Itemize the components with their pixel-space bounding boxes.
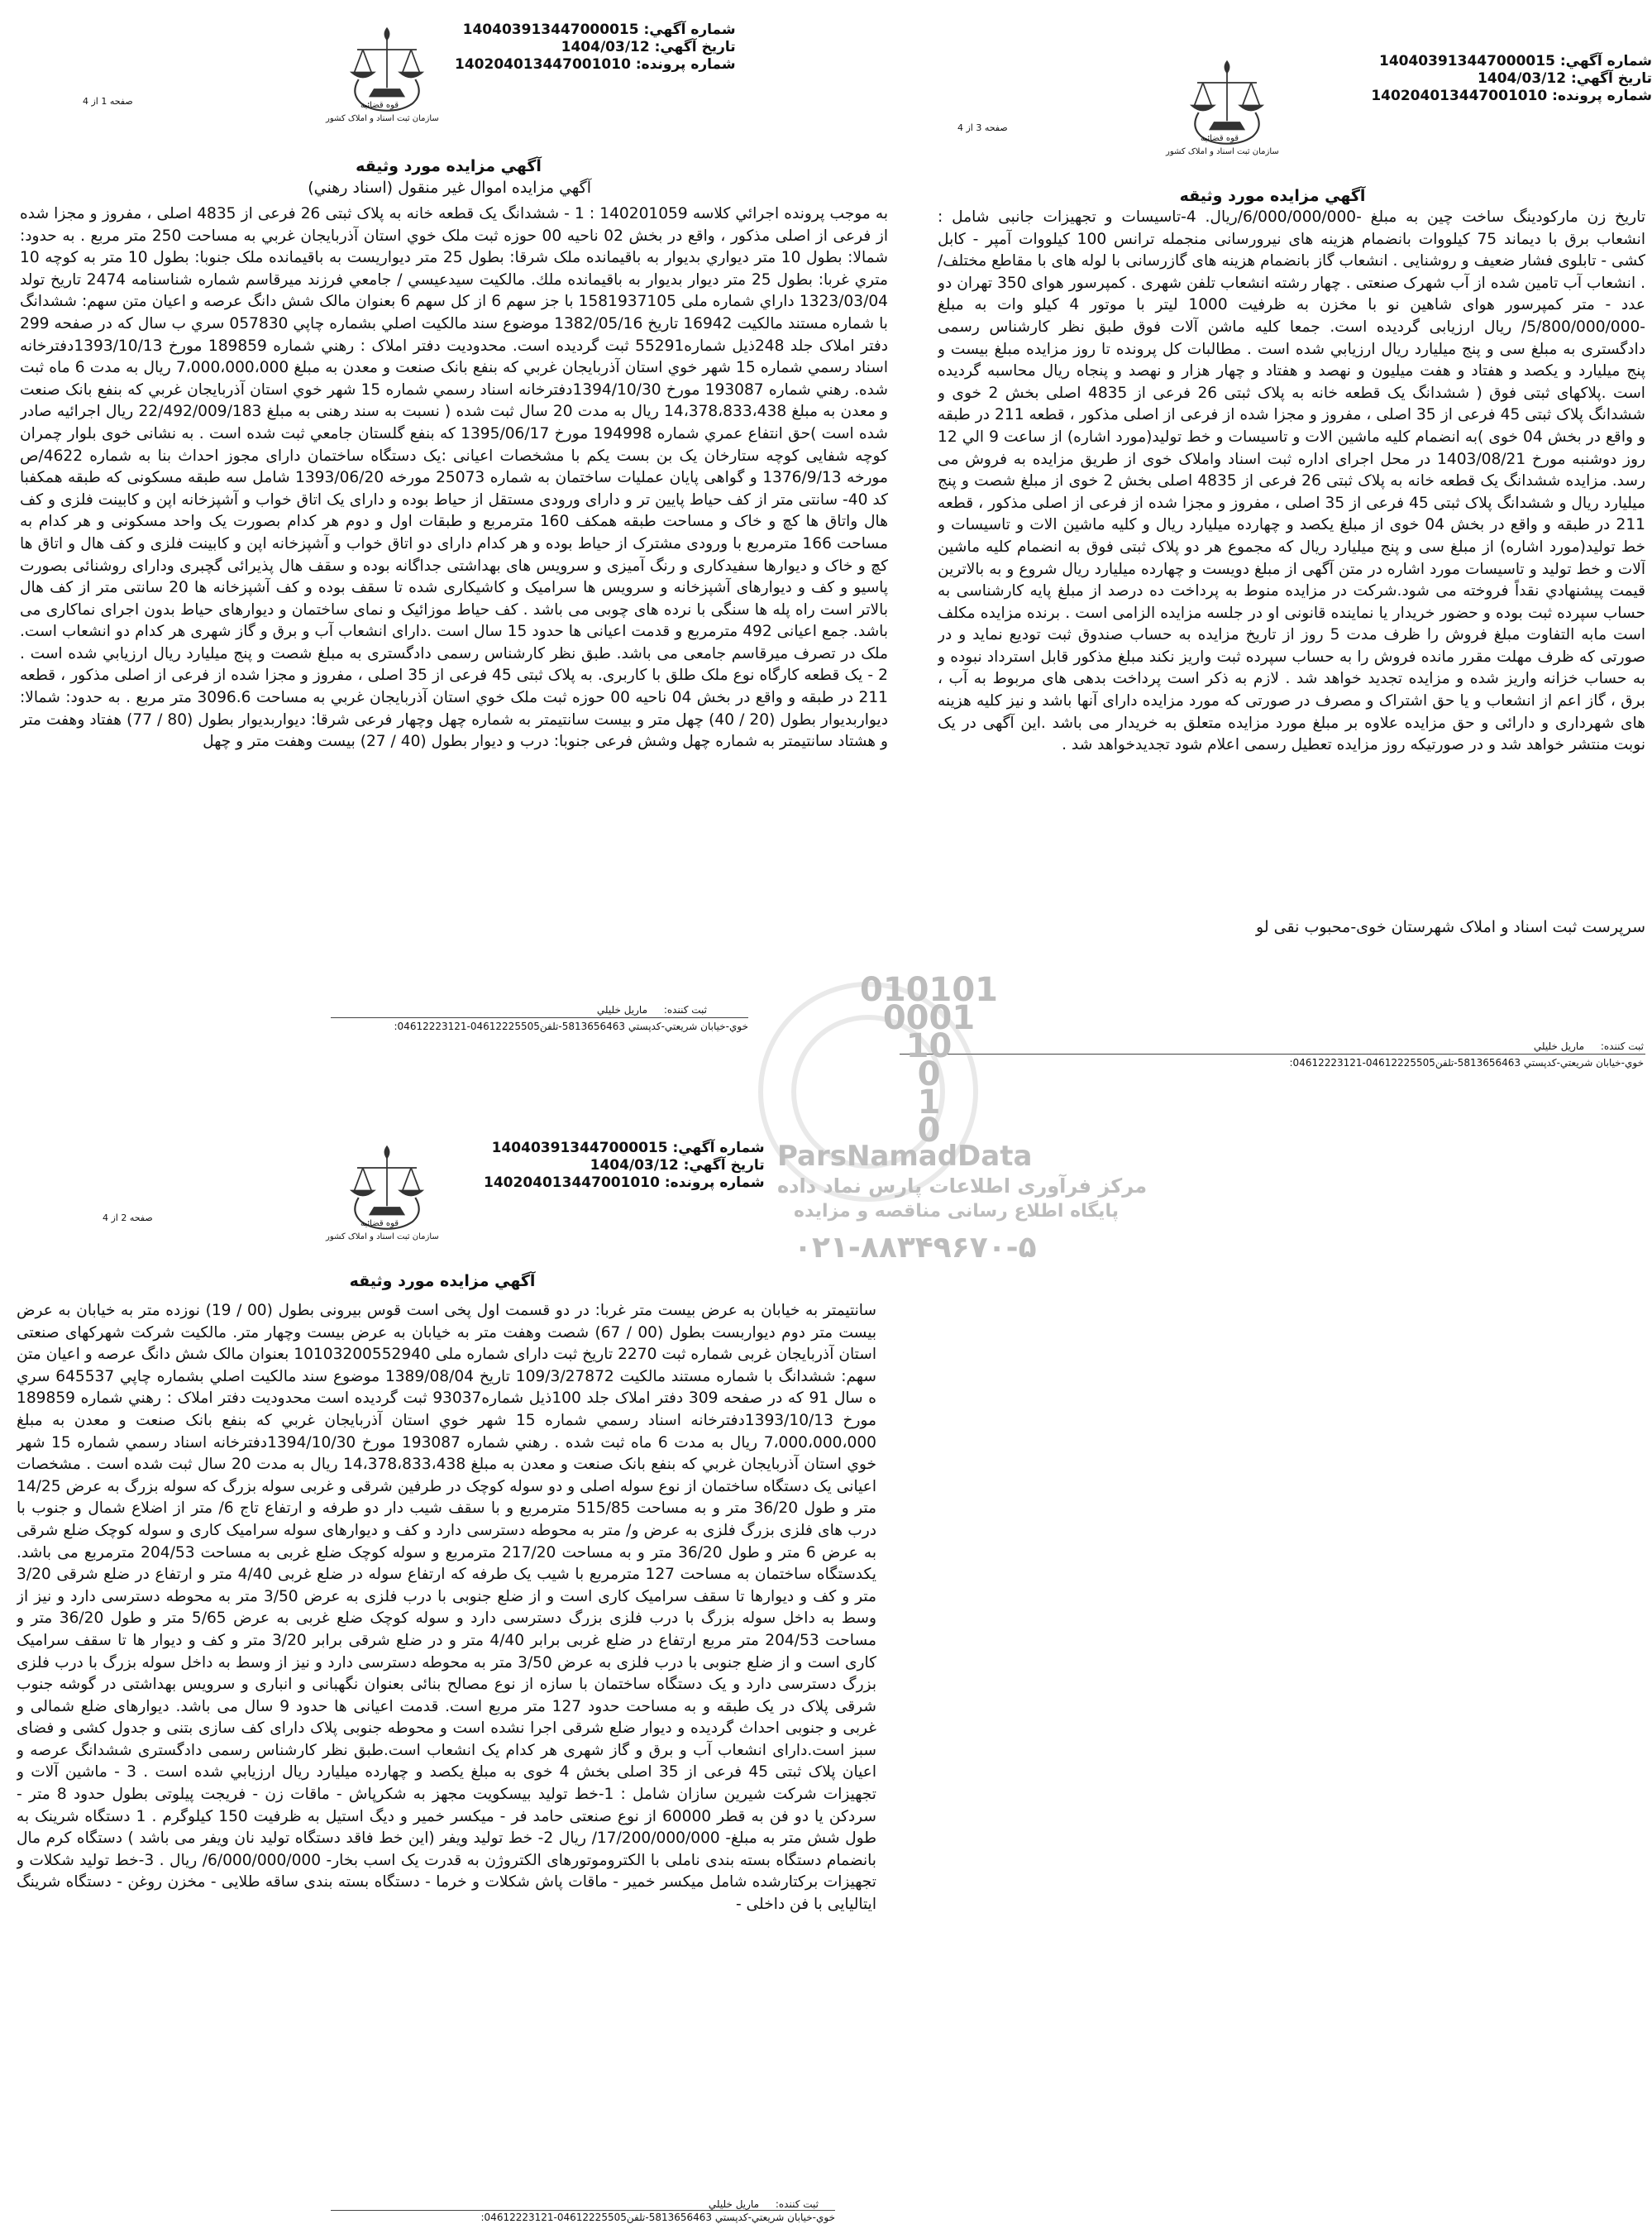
ad-date: تاريخ آگهي: 1404/03/12 [1477, 70, 1652, 87]
page-number: صفحه 1 از 4 [83, 96, 133, 107]
registrar-name: ماريل خليلي [708, 2198, 760, 2210]
notice-subtitle: آگهي مزايده اموال غير منقول (اسناد رهني) [308, 179, 591, 197]
notice-title: آگهي مزايده مورد وثيقه [349, 1272, 536, 1290]
ad-date: تاريخ آگهي: 1404/03/12 [590, 1157, 765, 1174]
watermark-digits: 010101 0001 10 0 1 0 [860, 971, 998, 1150]
registrar-name: ماريل خليلي [1533, 1040, 1585, 1052]
watermark-line1: مرکز فرآوری اطلاعات پارس نماد داده [777, 1174, 1148, 1198]
ad-date: تاريخ آگهي: 1404/03/12 [561, 39, 736, 55]
notice-body: سانتیمتر به خیابان به عرض بیست متر غربا: در دو قسمت اول پخی است قوس بیرونی بطول (00 / 19) نوزده متر به خیابان به عرض بیست متر دوم دیواربست بطول (00 / 67) شصت وهفت متر به خیابان به عرض بیست وچهار متر. مالکیت شرکت شهرکهای صنعتی استان آذربایجان غربی شماره ثبت 2270 تاریخ ثبت دارای شماره ملی 10103200552940 بعنوان مالک شش دانگ عرصه و اعيان متن سهم: ششدانگ با شماره مستند مالكيت 109/3/27872 تاريخ 1389/08/04 موضوع سند مالكيت اصلي بشماره چاپي 645537 سري ه سال 91 كه در صفحه 309 دفتر املاک جلد 100ذيل شماره93037 ثبت گرديده است محدوديت دفتر املاک : رهني شماره 189859 مورخ 1393/10/13دفترخانه اسناد رسمي شماره 15 شهر خوي استان آذربايجان غربي كه بنفع بانک صنعت و معدن به مبلغ 7،000،000،000 ريال به مدت 6 ماه ثبت شده . رهني شماره 193087 مورخ 1394/10/30دفترخانه اسناد رسمي شماره 15 شهر خوي استان آذربايجان غربي كه بنفع بانک صنعت و معدن به مبلغ 14،378،833،438 ريال به مدت 20 سال ثبت شده است . مشخصات اعيانی يک دستگاه ساختمان از نوع سوله اصلی و دو سوله کوچک در طرفین شرقی و غربی سوله بزرگ که سوله بزرگ به عرض 14/25 متر و طول 36/20 متر و به مساحت 515/85 مترمربع و با سقف شیب دار دو طرفه و ارتفاع تاج 6/ متر از اضلاع شمال و جنوب با درب های فلزی بزرگ فلزی به عرض و/ متر به محوطه دسترسی دارد و کف و دیوارهای سوله سرامیک کاری و سوله کوچک ضلع شرقی به عرض 6 متر و طول 36/20 متر و به مساحت 217/20 مترمربع و سوله کوچک ضلع غربی به مساحت 204/53 مترمربع می باشد. یکدستگاه ساختمان به مساحت 127 مترمربع با شیب یک طرفه که ارتفاع سوله در ضلع غربی 4/40 متر و ارتفاع در ضلع شرقی 3/20 متر و کف و دیوارها تا سقف سرامیک کاری است و از ضلع جنوبی با درب فلزی به عرض 3/50 متر به محوطه دسترسی دارد و نیز از وسط به داخل سوله بزرگ با درب فلزی بزرگ دسترسی دارد و سوله کوچک ضلع غربی به عرض 5/65 متر و طول 36/20 متر و مساحت 204/53 متر مربع ارتفاع در ضلع غربی برابر 4/40 متر و در ضلع شرقی برابر 3/20 متر و کف و دیوار ها تا سقف سرامیک کاری است و از ضلع جنوبی با درب فلزی به عرض 3/50 متر به محوطه دسترسی دارد و نیز از وسط به داخل سوله بزرگ با درب فلزی بزرگ دسترسی دارد و یک دستگاه ساختمان با سازه از نوع مصالح بنائی بعنوان نگهبانی و انباری و سرویس بهداشتی در گوشه جنوب شرقی پلاک در یک طبقه و به مساحت حدود 127 متر مربع است. قدمت اعیانی ها حدود 9 سال می باشد. دیوارهای ضلع شمالی و غربی و جنوبی احداث گردیده و دیوار ضلع شرقی اجرا نشده است و محوطه جنوبی پلاک دارای کف سازی بتنی و جدول کشی و فضای سبز است.دارای انشعاب آب و برق و گاز شهری هر کدام یک انشعاب است.طبق نظر کارشناس رسمی دادگستری ششدانگ عرصه و اعیان پلاک ثبتی 45 فرعی از 35 اصلی بخش 4 خوی به مبلغ یکصد و چهارده میلیارد ريال ارزيابي شده است . 3 - ماشین آلات و تجهیزات شرکت شیرین سازان شامل : 1-خط تولید بیسکویت مجهز به شکرپاش - ماقات زن - فریجت پیلوتی بطول حدود 8 متر - سردکن یا دو فن به قطر 60000 از نوع صنعتی حامد فر - میکسر خمیر و دیگ استیل به ظرفیت 150 کیلوگرم . 1 دستگاه شرینک به طول شش متر به مبلغ- 17/200/000/000/ ريال 2- خط تولید ویفر (این خط فاقد دستگاه تولید نان ویفر می باشد ) دستگاه کرم مال بانضمام دستگاه بسته بندی ناملی با الکتروموتورهای الکتروژن به قدرت یک اسب بخار- 6/000/000/000/ ريال . 3-خط تولید شکلات و تجهیزات برکتارشده شامل میکسر خمیر - ماقات پاش شکلات و خرما - دستگاه بسته بندی ساقه طلایی - مخزن روغن - دستگاه شرینگ ایتالیایی با فن داخلی - [17, 1302, 876, 1914]
notice-page-1 [0, 0, 897, 1067]
notice-meta [1371, 53, 1652, 105]
registrar [709, 2198, 819, 2210]
footer-address: خوي-خيابان شريعتي-كدپستي 5813656463-تلفن04612225505-04612223121: [394, 1021, 748, 1032]
signature: سرپرست ثبت اسناد و املاک شهرستان خوی-محبوب نقی لو [1256, 918, 1645, 936]
notice-title: آگهي مزايده مورد وثيقه [356, 157, 542, 175]
ad-number: شماره آگهي: 140403913447000015 [491, 1140, 765, 1156]
ad-number: شماره آگهي: 140403913447000015 [462, 22, 736, 38]
registrar-label: ثبت کننده: [1600, 1040, 1644, 1052]
footer-address: خوي-خيابان شريعتي-كدپستي 5813656463-تلفن04612225505-04612223121: [480, 2212, 835, 2223]
watermark-phone: ۰۲۱-۸۸۳۴۹۶۷۰-۵ [794, 1231, 1037, 1265]
notice-body: به موجب پرونده اجرائي كلاسه 140201059 : 1 - ششدانگ يک قطعه خانه به پلاک ثبتی 26 فرعی از 4835 اصلی ، مفروز و مجزا شده از فرعی از اصلی مذکور ، واقع در بخش 02 ناحيه 00 حوزه ثبت ملک خوي استان آذربايجان غربي به مساحت 250 متر مربع . به حدود: شمالا: بطول 10 متر ديواري بديوار به باقيمانده ملک شرقا: بطول 25 متر ديواريست به باقيمانده ملک جنوبا: بطول 10 متر به كوچه 10 متري غربا: بطول 25 متر ديوار بديوار به باقيمانده ملك. مالكيت سيدعيسي / جامعي فرزند ميرقاسم شماره شناسنامه 2474 تاريخ تولد 1323/03/04 داراي شماره ملی 1581937105 با جز سهم 6 از كل سهم 6 بعنوان مالک شش دانگ عرصه و اعيان متن سهم: ششدانگ با شماره مستند مالكيت 16942 تاريخ 1382/05/16 موضوع سند مالكيت اصلي بشماره چاپي 057830 سري ب سال که در صفحه 299 دفتر املاک جلد 248ذيل شماره55291 ثبت گرديده است. محدوديت دفتر املاک : رهني شماره 189859 مورخ 1393/10/13دفترخانه اسناد رسمي شماره 15 شهر خوي استان آذربايجان غربي كه بنفع بانک صنعت و معدن به مبلغ 7،000،000،000 ريال به مدت 6 ماه ثبت شده. رهني شماره 193087 مورخ 1394/10/30دفترخانه اسناد رسمي شماره 15 شهر خوي استان آذربايجان غربي كه بنفع بانک صنعت و معدن به مبلغ 14،378،833،438 ريال به مدت 20 سال ثبت شده ( نسبت به سند رهنی به مبلغ 22/492/009/183 ريال اجرائيه صادر شده است )حق انتفاع عمري شماره 194998 مورخ 1395/06/17 كه بنفع گلستان جامعي ثبت شده است . به نشانی خوی بلوار چمران کوچه شفایی کوچه ستارخان یک بن بست یکم با مشخصات اعيانی :يک دستگاه ساختمان دارای مجوز احداث بنا به شماره 4622/ص مورخه 1376/9/13 و گواهی پایان عملیات ساختمان به شماره 25073 مورخه 1393/06/20 شامل سه طبقه مسکونی که طبقه همکفبا کد 40- سانتی متر از کف حیاط پایین تر و دارای ورودی مستقل از حیاط بوده و دارای یک اتاق خواب و آشپزخانه اپن و کابینت فلزی و کف هال واتاق ها کچ و خاک و مساحت طبقه همکف 160 مترمربع و طبقات اول و دوم هر کدام بصورت یک واحد مسکونی و هر کدام به مساحت 166 مترمربع با ورودی مشترک از حیاط بوده و هر کدام دارای دو اتاق خواب و آشپزخانه اپن و کابینت فلزی و کف هال و اتاق ها کچ و خاک و دیوارها سفیدکاری و رنگ آمیزی و سرویس های بهداشتی جداگانه بوده و سقف هال پذیرائی گچبری ودارای روشنائی بصورت پاسیو و کف و دیوارهای آشپزخانه و سرویس ها سرامیک و کاشیکاری شده تا سقف بوده و کف آشپزخانه ها 20 سانتی متر از کف هال بالاتر است راه پله ها سنگی با نرده های چوبی می باشد . کف حیاط موزائیک و نمای ساختمان و دیوارهای حیاط بدون اجرای نماکاری می باشد. جمع اعیانی 492 مترمربع و قدمت اعیانی ها حدود 15 سال است .دارای انشعاب آب و برق و گاز شهری هر کدام دو انشعاب است. ملک در تصرف میرقاسم جامعی می باشد. طبق نظر کارشناس رسمی دادگستری به مبلغ شصت و پنج میلیارد ريال ارزيابي شده است . 2 - یک قطعه کارگاه نوع ملک طلق با کاربری. به پلاک ثبتی 45 فرعی از 35 اصلی ، مفروز و مجزا شده از فرعی از اصلی مذکور ، قطعه 211 در طبقه و واقع در بخش 04 ناحیه 00 حوزه ثبت ملک خوي استان آذربايجان غربي به مساحت 3096.6 متر مربع . به حدود: شمالا: ديواربديوار بطول (20 / 40) چهل متر و بیست سانتیمتر به شماره چهل وچهار فرعی شرقا: ديواربديوار بطول (80 / 77) هفتاد وهفت متر و هشتاد سانتیمتر به شماره چهل وشش فرعی جنوبا: درب و ديوار بطول (40 / 27) بیست وهفت متر و چهل [20, 205, 888, 751]
registrar [1534, 1040, 1644, 1052]
watermark-brand: ParsNamadData [777, 1140, 1033, 1173]
watermark-line2: پایگاه اطلاع رسانی مناقصه و مزایده [794, 1201, 1119, 1222]
notice-meta [455, 22, 736, 74]
file-number: شماره پرونده: 140204013447001010 [484, 1174, 765, 1191]
registrar-label: ثبت کننده: [663, 1004, 707, 1016]
page-number: صفحه 3 از 4 [957, 122, 1008, 133]
emblem-label: قوه قضائيه [1201, 134, 1239, 143]
notice-body: تاریخ زن مارکودینگ ساخت چین به مبلغ -6/000/000/000/ريال. 4-تاسیسات و تجهیزات جانبی شامل : انشعاب برق با دیماند 75 کیلووات بانضمام هزینه های نیرورسانی منجمله ترانس 100 کیلووات آمپر - کابل کشی - تابلوی فشار ضعیف و روشنایی . انشعاب گاز بانضمام هزینه های گازرسانی با لوله های با مقاطع مختلف/ . انشعاب آب تامین شده از آب شهرک صنعتی . چهار رشته انشعاب تلفن شهری . کمپرسور هوای 350 تهران دو عدد - متر کمپرسور هوای شاهین نو با مخزن به ظرفیت 1000 لیتر با موتور 4 کیلو وات به مبلغ -5/800/000/000/ ريال ارزیابی گردیده است. جمعا کلیه ماشن آلات فوق طبق نظر کارشناس رسمی دادگستری به مبلغ سی و پنج میلیارد ريال ارزيابي شده است . مطالبات کل پرونده تا روز مزایده مبلغ بیست و پنج میلیارد و یکصد و هفتاد و هفت میلیون و نهصد و هفتاد و چهار هزار و نهصد و پنجاه ريال محاسبه گرديده است .پلاکهای ثبتی فوق ( ششدانگ یک قطعه خانه به پلاک ثبتی 26 فرعی از 4835 اصلی بخش 2 خوی و ششدانگ پلاک ثبتی 45 فرعی از 35 اصلی ، مفروز و مجزا شده از فرعی از اصلی مذکور ، قطعه 211 در طبقه و واقع در بخش 04 خوی )به انضمام کلیه ماشین الات و تاسیسات و خط تولید(مورد اشاره) از ساعت 9 الي 12 روز دوشنبه مورخ 1403/08/21 در محل اجرای اداره ثبت اسناد واملاک خوی از طریق مزایده به فروش می رسد. مزایده ششدانگ یک قطعه خانه به پلاک ثبتی 26 فرعی از 4835 اصلی بخش 2 خوی از مبلغ شصت و پنج میلیارد ريال و ششدانگ پلاک ثبتی 45 فرعی از 35 اصلی ، مفروز و مجزا شده از فرعی از اصلی مذکور ، قطعه 211 در طبقه و واقع در بخش 04 خوی از مبلغ یکصد و چهارده میلیارد ريال و کلیه ماشین الات و تاسیسات و خط تولید(مورد اشاره) از مبلغ سی و پنج میلیارد ريال که مجموع هر دو پلاک ثبتی فوق به انضمام کلیه ماشین آلات و خط تولید و تاسیسات مورد اشاره در متن آگهی از مبلغ دویست و چهارده میلیارد ريال شروع و به بالاترین قیمت پیشنهادي نقداً فروخته می شود.شرکت در مزایده منوط به پرداخت ده درصد از مبلغ پایه کارشناسی به حساب سپرده ثبت بوده و حضور خریدار یا نماینده قانونی او در جلسه مزایده الزامی است . برنده مزایده مکلف است مابه التفاوت مبلغ فروش را ظرف مدت 5 روز از تاریخ مزایده به حساب صندوق ثبت تودیع نماید و در صورتی که ظرف مهلت مقرر مانده فروش را به حساب سپرده ثبت واریز نکند مبلغ مذکور قابل استرداد نبوده و به حساب خزانه واریز شده و مزایده تجدید خواهد شد . لازم به ذکر است پرداخت بدهی های مربوط به آب ، برق ، گاز اعم از انشعاب و یا حق اشتراک و مصرف در صورتی که مورد مزایده دارای آنها باشد و نیز کلیه هزینه های شهرداری و دارائی و حق مزایده علاوه بر مبلغ مورد مزایده متعلق به خریدار می باشد .این آگهی در یک نوبت منتشر خواهد شد و در صورتیکه روز مزایده تعطیل رسمی اعلام شود تجدیدخواهد شد . [938, 208, 1645, 754]
file-number: شماره پرونده: 140204013447001010 [455, 56, 736, 73]
registrar-label: ثبت کننده: [775, 2198, 819, 2210]
registrar [597, 1004, 707, 1016]
page-number: صفحه 2 از 4 [103, 1212, 153, 1223]
footer-address: خوي-خيابان شريعتي-كدپستي 5813656463-تلفن04612225505-04612223121: [1289, 1057, 1644, 1069]
ad-number: شماره آگهي: 140403913447000015 [1378, 53, 1652, 69]
file-number: شماره پرونده: 140204013447001010 [1371, 88, 1652, 104]
registrar-name: ماريل خليلي [596, 1004, 648, 1016]
notice-title: آگهي مزايده مورد وثيقه [1179, 187, 1366, 205]
emblem-label: قوه قضائيه [360, 1219, 399, 1228]
footer-divider [331, 1017, 748, 1018]
emblem-caption: سازمان ثبت اسناد و املاک کشور [326, 1232, 439, 1241]
footer-divider [331, 2210, 835, 2211]
emblem-caption: سازمان ثبت اسناد و املاک کشور [326, 114, 439, 123]
emblem-label: قوه قضائيه [360, 101, 399, 110]
notice-page-3-panel [893, 0, 1652, 1092]
notice-meta [484, 1140, 765, 1192]
emblem-caption: سازمان ثبت اسناد و املاک کشور [1166, 147, 1279, 156]
notice-page-2 [0, 1125, 885, 2224]
